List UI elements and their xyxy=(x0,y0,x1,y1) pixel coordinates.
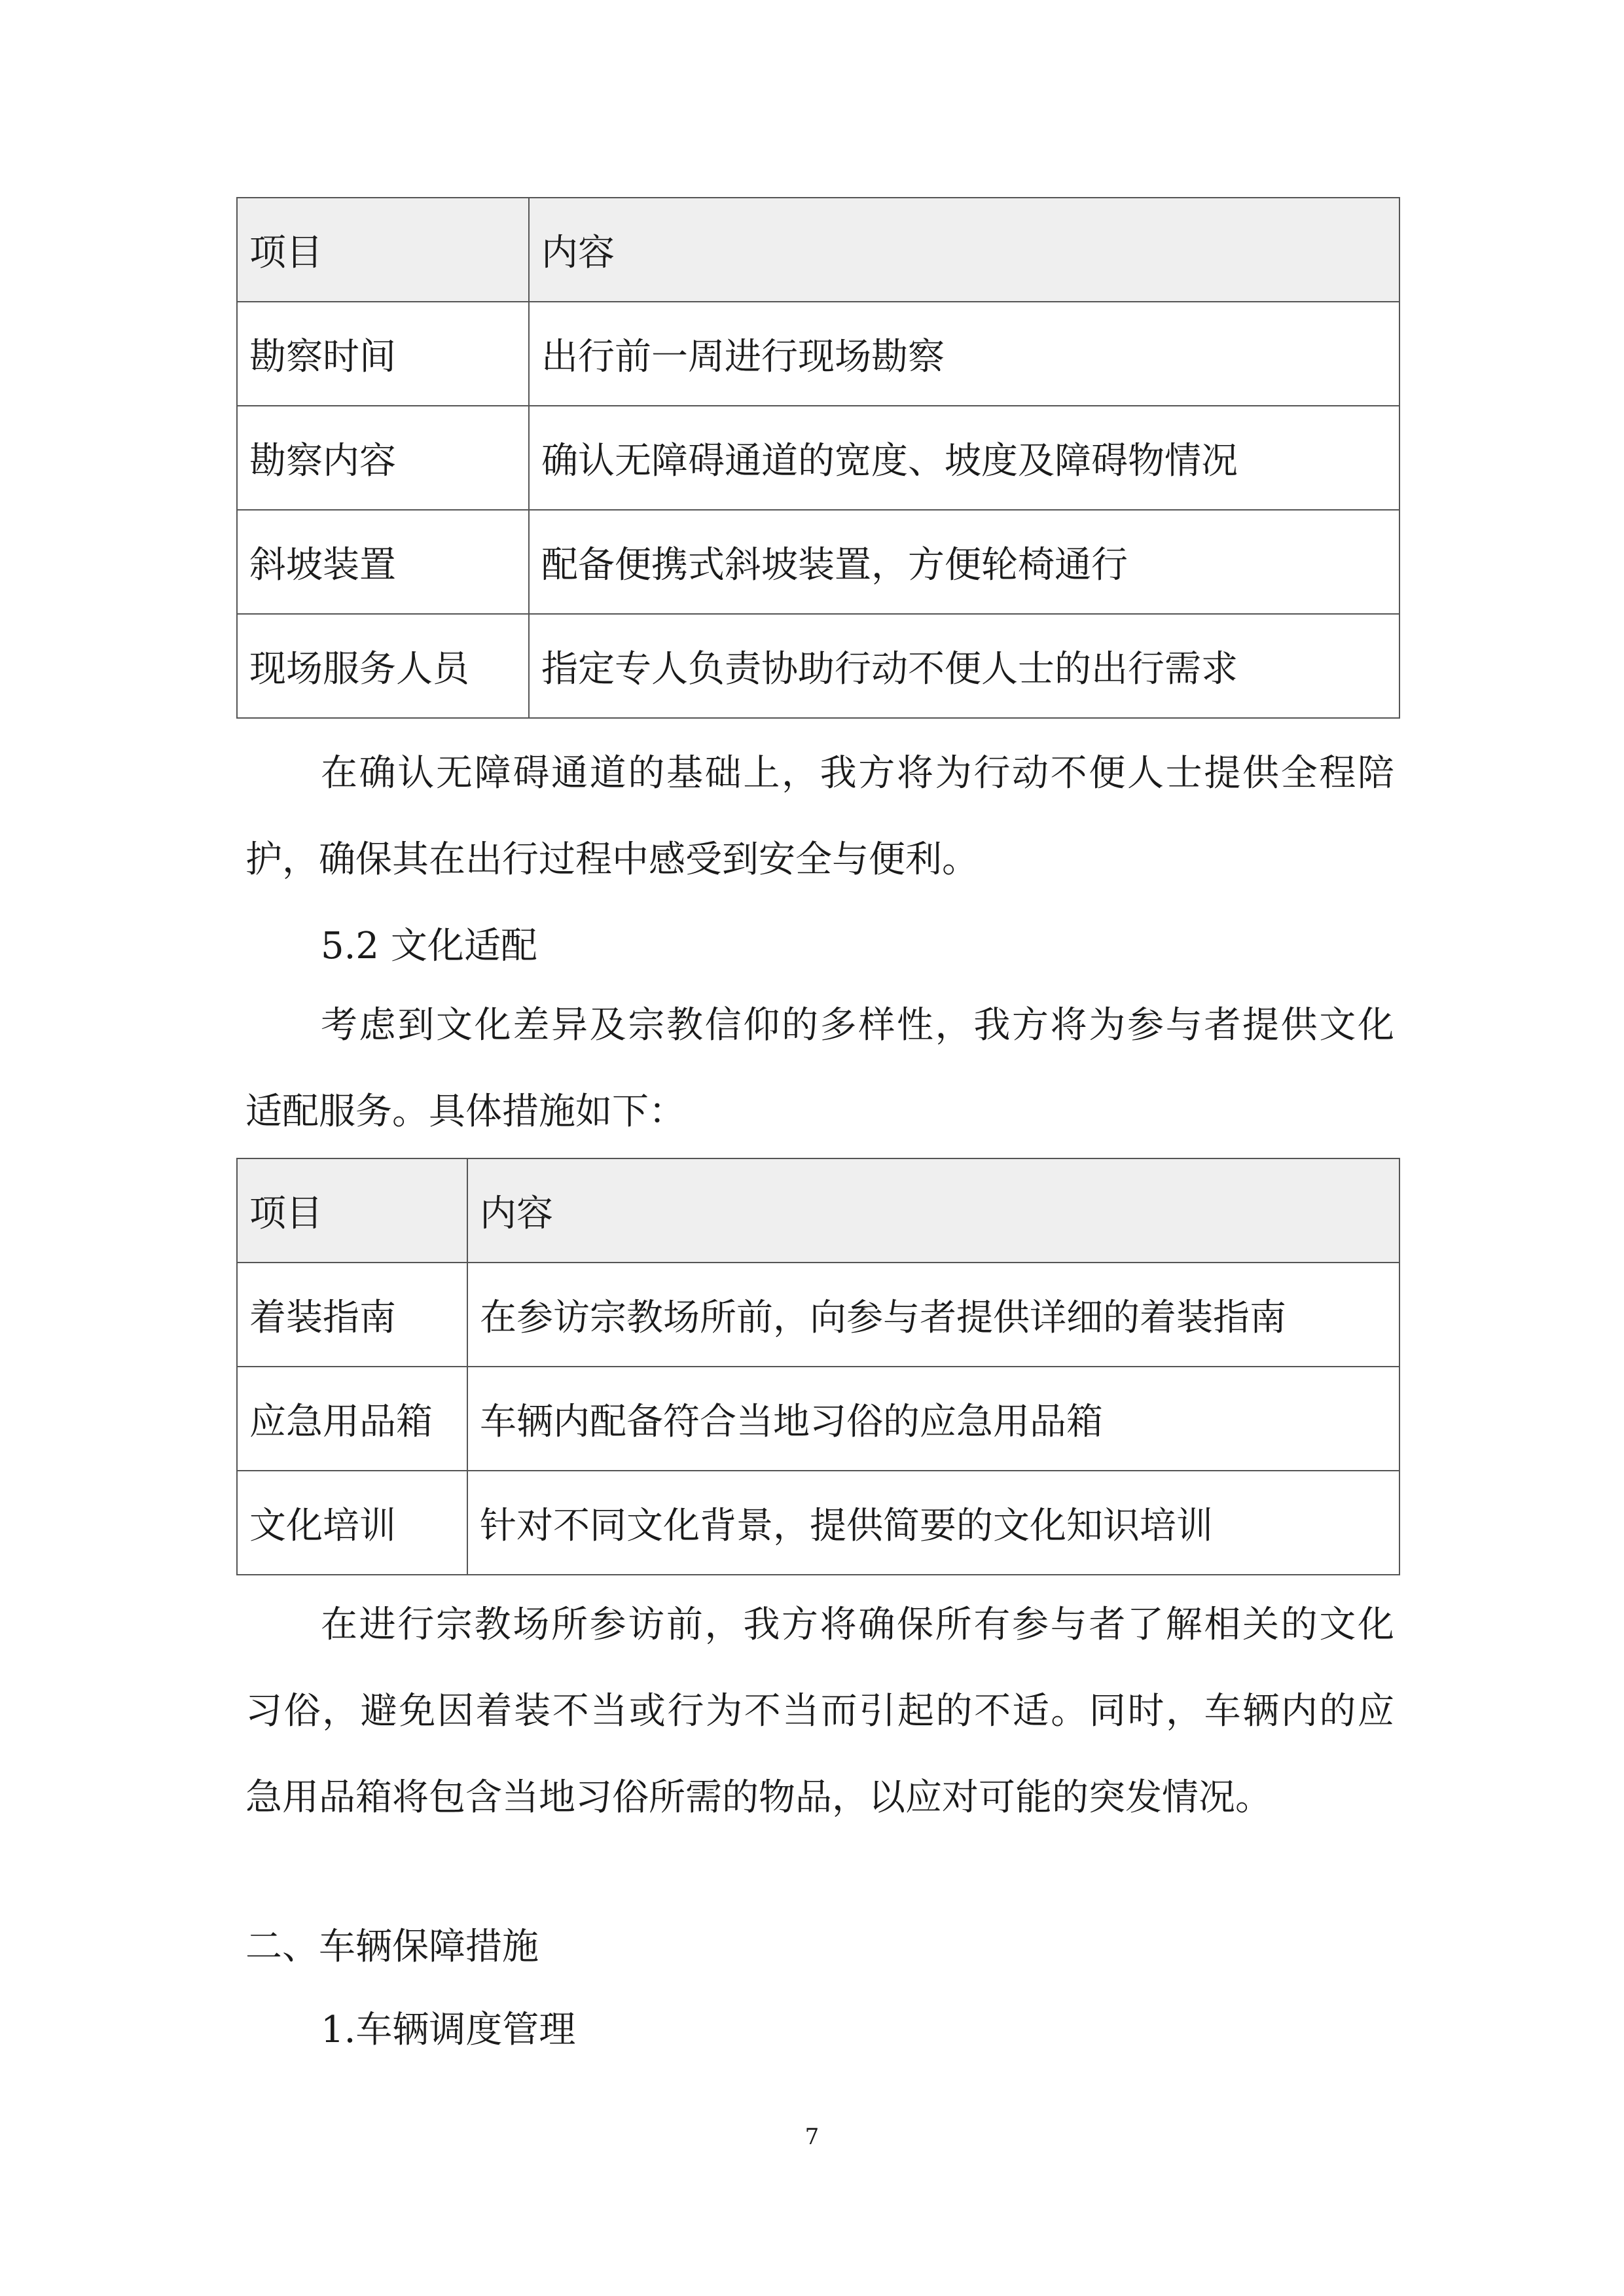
cultural-adaptation-table xyxy=(236,1158,1400,1575)
table-cell-content: 出行前一周进行现场勘察 xyxy=(529,302,1399,406)
paragraph-line: 护，确保其在出行过程中感受到安全与便利。 xyxy=(245,838,979,881)
table-cell-item: 勘察时间 xyxy=(237,302,529,406)
table-row xyxy=(237,1367,1399,1471)
table-cell-content: 针对不同文化背景，提供简要的文化知识培训 xyxy=(467,1471,1399,1575)
section-heading-5-2: 5.2 文化适配 xyxy=(321,925,537,967)
table-header-row xyxy=(237,198,1399,302)
paragraph-line: 适配服务。具体措施如下： xyxy=(245,1090,685,1133)
table-cell-item: 现场服务人员 xyxy=(237,614,529,718)
table-cell-content: 指定专人负责协助行动不便人士的出行需求 xyxy=(529,614,1399,718)
table-cell-item: 文化培训 xyxy=(237,1471,467,1575)
table-row xyxy=(237,1263,1399,1367)
table-cell-content: 配备便携式斜坡装置，方便轮椅通行 xyxy=(529,510,1399,614)
paragraph-line: 急用品箱将包含当地习俗所需的物品，以应对可能的突发情况。 xyxy=(245,1776,1272,1819)
table-row xyxy=(237,1471,1399,1575)
table-cell-item: 斜坡装置 xyxy=(237,510,529,614)
paragraph-line: 习俗，避免因着装不当或行为不当而引起的不适。同时，车辆内的应 xyxy=(245,1690,1394,1732)
table-cell-content: 确认无障碍通道的宽度、坡度及障碍物情况 xyxy=(529,406,1399,510)
accessibility-survey-table xyxy=(236,197,1400,719)
table-header-row xyxy=(237,1158,1399,1263)
table-row xyxy=(237,614,1399,718)
section-heading-2: 二、车辆保障措施 xyxy=(245,1926,539,1968)
table-row xyxy=(237,302,1399,406)
table-cell-content: 车辆内配备符合当地习俗的应急用品箱 xyxy=(467,1367,1399,1471)
subsection-heading: 1.车辆调度管理 xyxy=(321,2009,576,2051)
page-number: 7 xyxy=(804,2124,820,2150)
header-content: 内容 xyxy=(467,1158,1399,1263)
paragraph-line: 在确认无障碍通道的基础上，我方将为行动不便人士提供全程陪 xyxy=(321,752,1394,795)
table-row xyxy=(237,510,1399,614)
header-content: 内容 xyxy=(529,198,1399,302)
header-item: 项目 xyxy=(237,1158,467,1263)
table-cell-content: 在参访宗教场所前，向参与者提供详细的着装指南 xyxy=(467,1263,1399,1367)
table-cell-item: 应急用品箱 xyxy=(237,1367,467,1471)
header-item: 项目 xyxy=(237,198,529,302)
table-row xyxy=(237,406,1399,510)
table-cell-item: 着装指南 xyxy=(237,1263,467,1367)
table-cell-item: 勘察内容 xyxy=(237,406,529,510)
paragraph-line: 考虑到文化差异及宗教信仰的多样性，我方将为参与者提供文化 xyxy=(321,1004,1394,1047)
paragraph-line: 在进行宗教场所参访前，我方将确保所有参与者了解相关的文化 xyxy=(321,1604,1394,1646)
